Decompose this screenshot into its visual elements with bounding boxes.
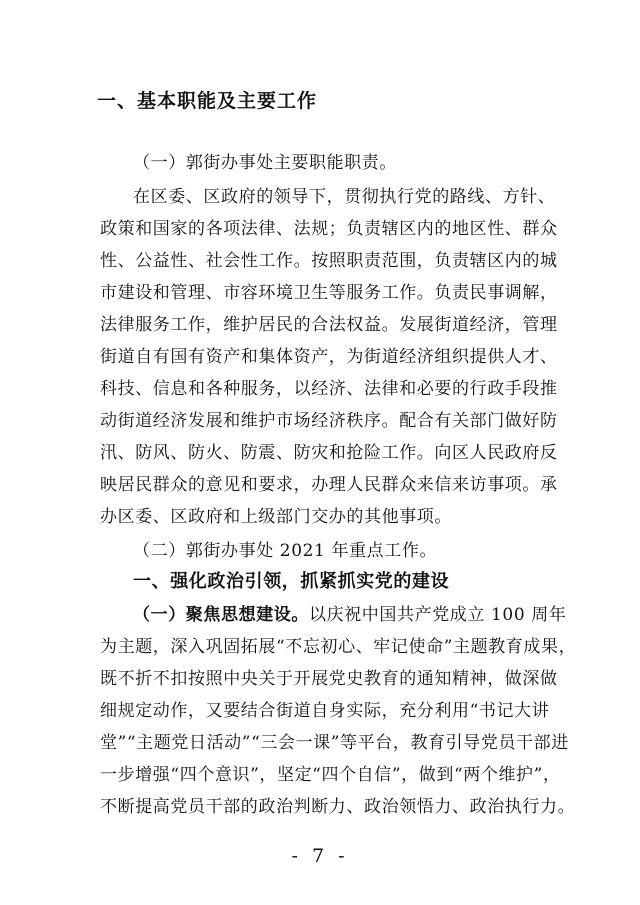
paragraph-line: 法律服务工作，维护居民的合法权益。发展街道经济，管理 bbox=[100, 315, 558, 335]
paragraph-line: 市建设和管理、市容环境卫生等服务工作。负责民事调解， bbox=[100, 283, 558, 303]
paragraph-line: 办区委、区政府和上级部门交办的其他事项。 bbox=[100, 507, 452, 527]
bold-subheading: 一、强化政治引领，抓紧抓实党的建设 bbox=[133, 571, 450, 592]
paragraph-line: 既不折不扣按照中央关于开展党史教育的通知精神，做深做 bbox=[100, 669, 558, 689]
subsection-title: （一）郭街办事处主要职能职责。 bbox=[133, 153, 397, 173]
paragraph-line: 汛、防风、防火、防震、防灾和抢险工作。向区人民政府反 bbox=[100, 443, 558, 463]
paragraph-lead: （一）聚焦思想建设。 bbox=[133, 605, 309, 625]
paragraph-line: 动街道经济发展和维护市场经济秩序。配合有关部门做好防 bbox=[100, 411, 558, 431]
paragraph-line: 一步增强“四个意识”，坚定“四个自信”，做到“两个维护”， bbox=[100, 765, 561, 785]
paragraph-line: 堂”“主题党日活动”“三会一课”等平台，教育引导党员干部进 bbox=[100, 733, 569, 753]
subsection-title: （二）郭街办事处 2021 年重点工作。 bbox=[133, 541, 438, 561]
paragraph-line: 细规定动作，又要结合街道自身实际，充分利用“书记大讲 bbox=[100, 701, 550, 721]
paragraph-line: 为主题，深入巩固拓展“不忘初心、牢记使命”主题教育成果， bbox=[100, 637, 577, 657]
paragraph-first-line bbox=[133, 600, 567, 625]
paragraph-line: 性、公益性、社会性工作。按照职责范围，负责辖区内的城 bbox=[100, 251, 558, 271]
paragraph-lead-rest: 以庆祝中国共产党成立 100 周年 bbox=[309, 605, 567, 625]
paragraph-line: 在区委、区政府的领导下，贯彻执行党的路线、方针、 bbox=[133, 187, 556, 207]
section-heading: 一、基本职能及主要工作 bbox=[97, 90, 318, 112]
paragraph-line: 政策和国家的各项法律、法规；负责辖区内的地区性、群众 bbox=[100, 219, 558, 239]
paragraph-line: 街道自有国有资产和集体资产，为街道经济组织提供人才、 bbox=[100, 347, 558, 367]
paragraph-line: 不断提高党员干部的政治判断力、政治领悟力、政治执行力。 bbox=[100, 797, 576, 817]
paragraph-line: 科技、信息和各种服务，以经济、法律和必要的行政手段推 bbox=[100, 379, 558, 399]
paragraph-line: 映居民群众的意见和要求，办理人民群众来信来访事项。承 bbox=[100, 475, 558, 495]
page-number: - 7 - bbox=[291, 845, 349, 867]
